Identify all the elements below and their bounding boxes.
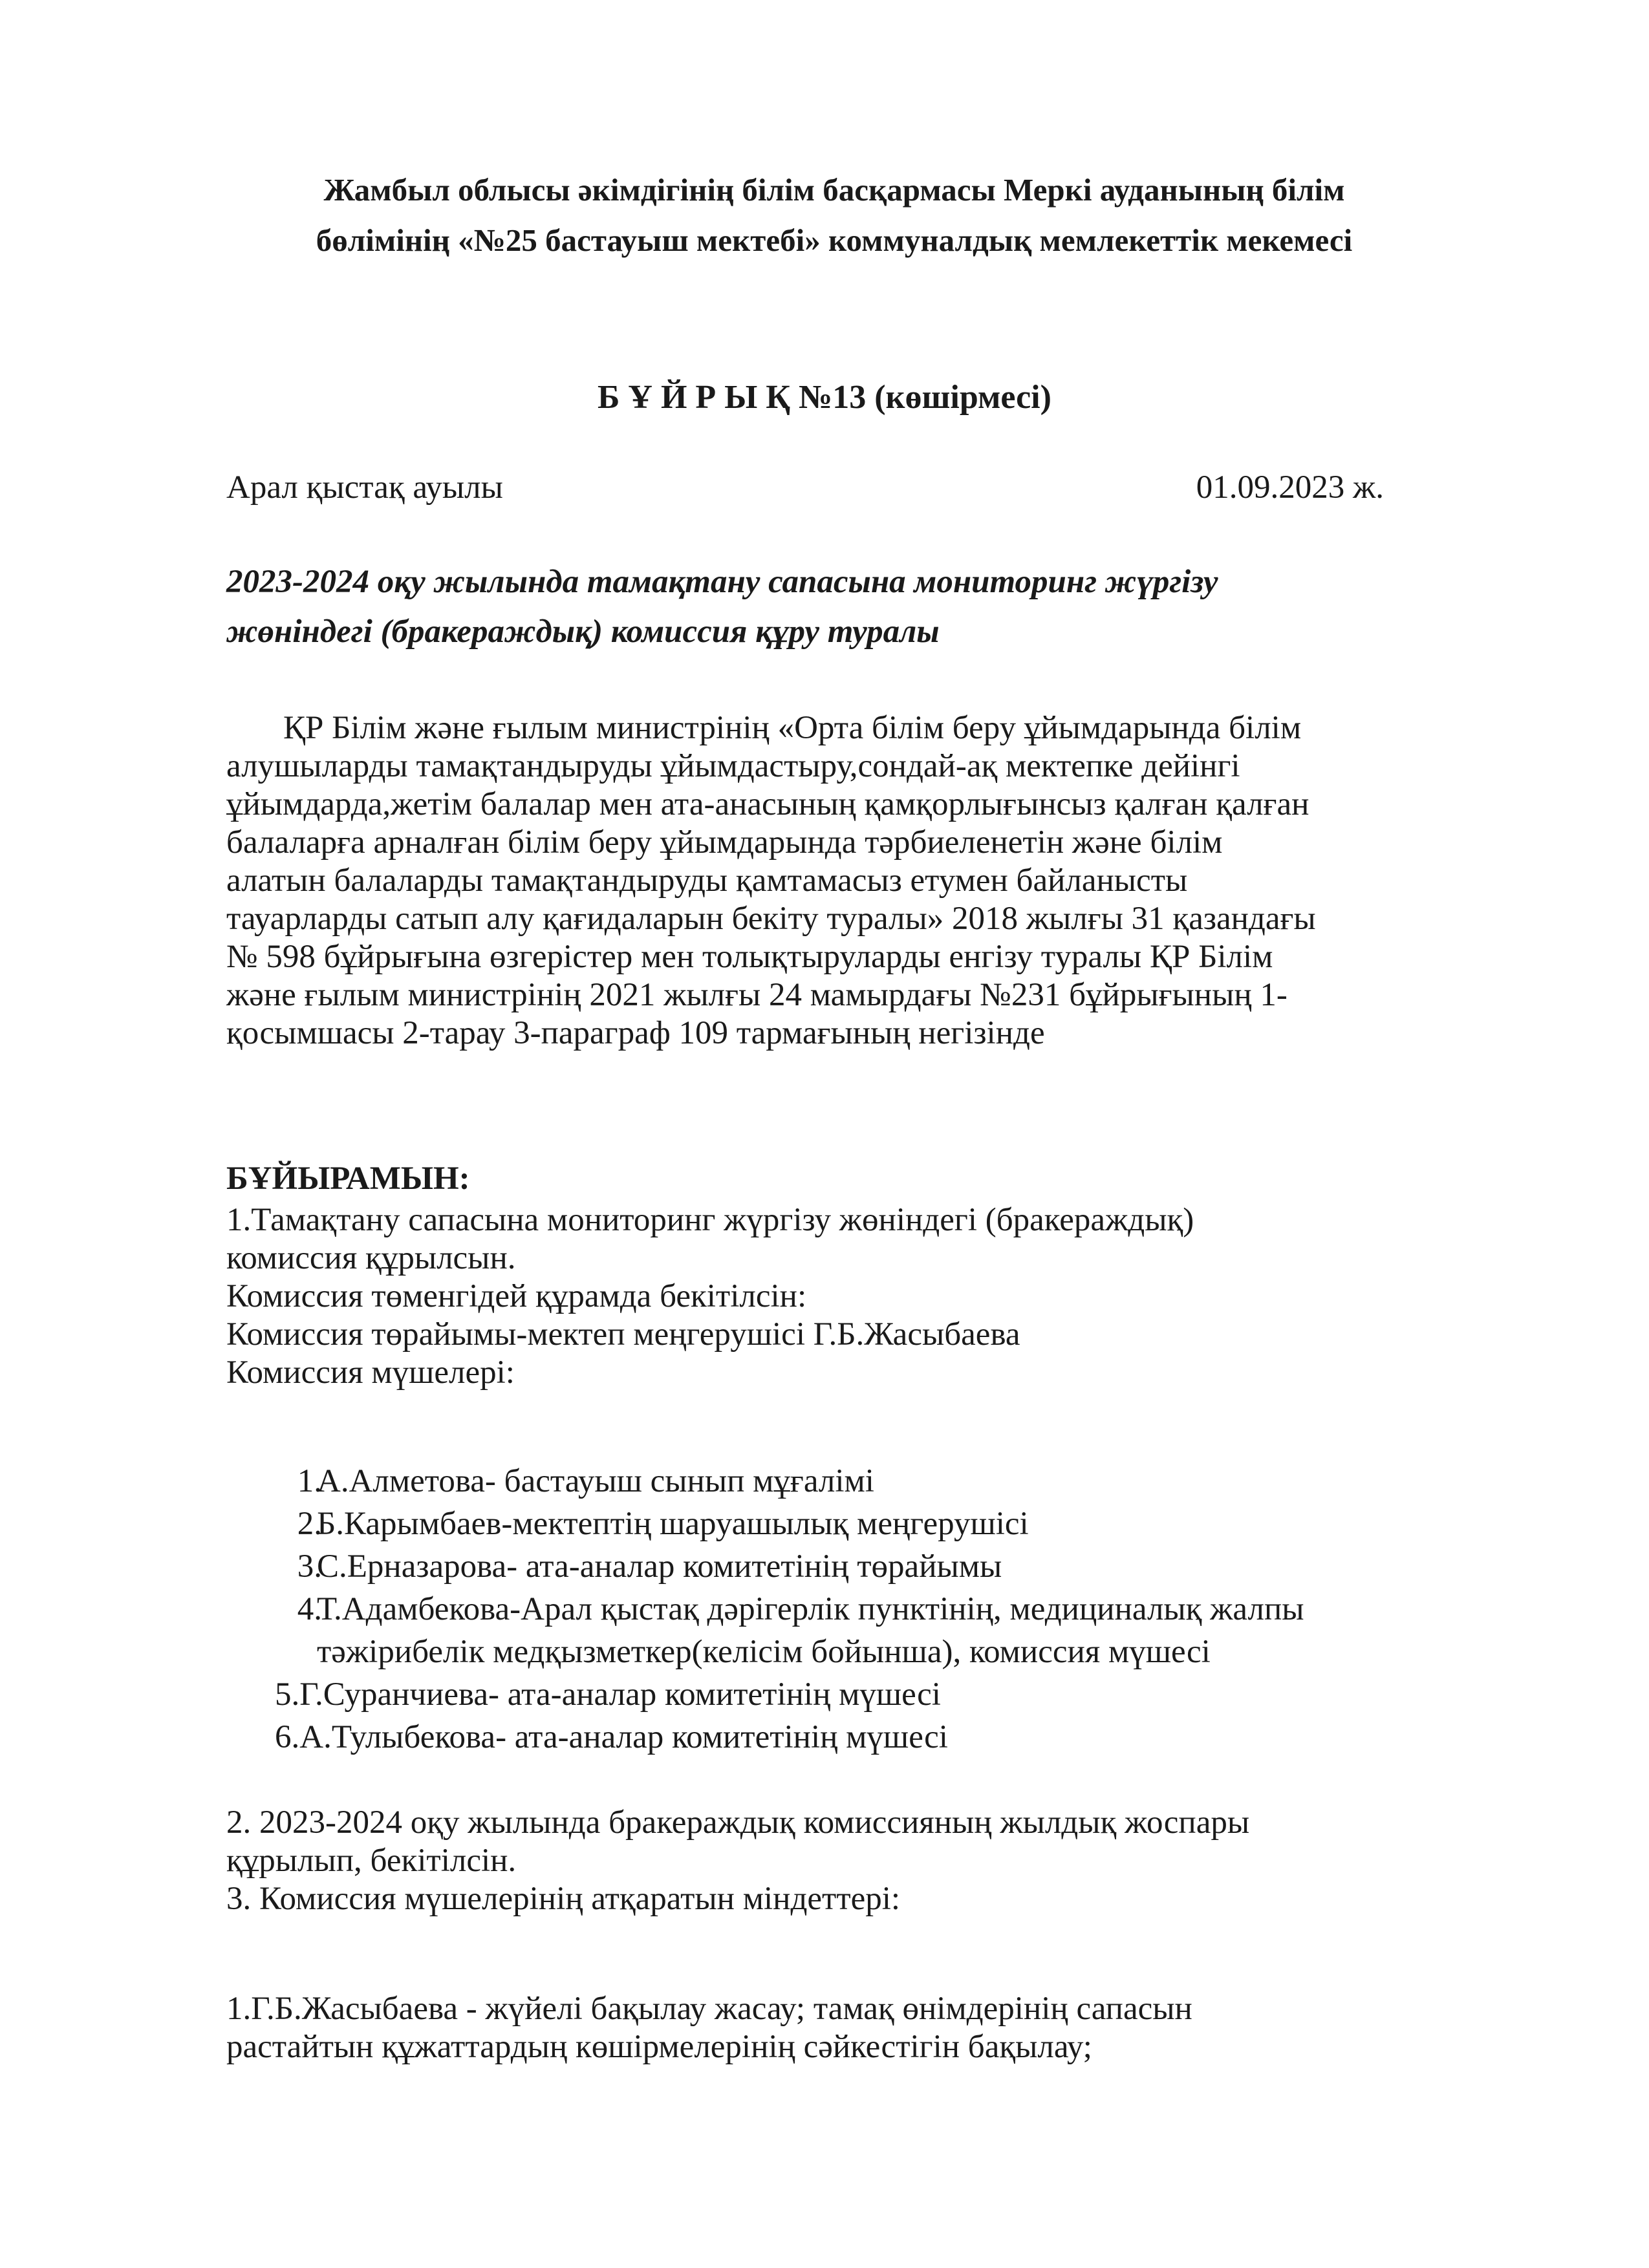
preamble-line: алушыларды тамақтандыруды ұйымдастыру,сондай-ақ мектепке дейінгі [226,748,1240,784]
list-item-text: Б.Карымбаев-мектептің шаруашылық меңгерушісі [317,1506,1029,1542]
directive-heading: БҰЙЫРАМЫН: [226,1161,470,1197]
member-duties [226,1990,1487,2066]
place-name: Арал қыстақ ауылы [226,469,503,506]
preamble-line: алатын балаларды тамақтандыруды қамтамасыз етумен байланысты [226,862,1188,899]
list-item-number: 1. [297,1463,322,1499]
body-line: 2. 2023-2024 оқу жылында бракераждық комиссияның жылдық жоспары [226,1804,1250,1841]
list-item [226,1503,1487,1545]
list-item [226,1545,1487,1588]
body-line: растайтын құжаттардың көшірмелерінің сәйкестігін бақылау; [226,2029,1092,2065]
list-item-text: С.Ерназарова- ата-аналар комитетінің төрайымы [317,1548,1002,1585]
order-subject [226,557,1218,657]
order-body [226,1201,1487,1392]
list-item-text: А.Алметова- бастауыш сынып мұғалімі [317,1463,874,1499]
body-line: 1.Г.Б.Жасыбаева - жүйелі бақылау жасау; тамақ өнімдерінің сапасын [226,1991,1192,2027]
preamble-line: ұйымдарда,жетім балалар мен ата-анасының қамқорлығынсыз қалған қалған [226,786,1310,822]
subject-line-2: жөніндегі (бракераждық) комиссия құру туралы [226,614,940,650]
list-item [226,1673,1487,1716]
order-items [226,1804,1487,1918]
preamble-line: және ғылым министрінің 2021 жылғы 24 мамырдағы №231 бұйрығының 1- [226,977,1288,1013]
body-line: Комиссия мүшелері: [226,1354,515,1391]
list-item-number: 2. [297,1506,322,1542]
body-line: 3. Комиссия мүшелерінің атқаратын міндеттері: [226,1881,901,1917]
body-line: Комиссия төменгідей құрамда бекітілсін: [226,1278,807,1314]
preamble-line: қосымшасы 2-тарау 3-параграф 109 тармағының негізінде [226,1015,1045,1051]
list-item-text: 5.Г.Суранчиева- ата-аналар комитетінің мүшесі [275,1676,941,1713]
body-line: Комиссия төрайымы-мектеп меңгерушісі Г.Б.Жасыбаева [226,1316,1020,1353]
list-item [226,1460,1487,1503]
preamble-line: № 598 бұйрығына өзгерістер мен толықтыруларды енгізу туралы ҚР Білім [226,939,1273,975]
organization-header [194,165,1474,266]
list-item-number: 4. [297,1591,322,1627]
header-line-2: бөлімінің «№25 бастауыш мектебі» коммуналдық мемлекеттік мекемесі [316,222,1353,258]
order-date: 01.09.2023 ж. [1196,469,1384,506]
list-item [226,1716,1487,1759]
list-item-text: тәжірибелік медқызметкер(келісім бойынша), комиссия мүшесі [317,1634,1211,1670]
header-line-1: Жамбыл облысы әкімдігінің білім басқармасы Меркі ауданының білім [323,172,1345,208]
body-line: 1.Тамақтану сапасына мониторинг жүргізу жөніндегі (бракераждық) [226,1202,1194,1238]
list-item [226,1588,1487,1631]
preamble-line: тауарларды сатып алу қағидаларын бекіту туралы» 2018 жылғы 31 қазандағы [226,901,1316,937]
commission-members-list [226,1460,1487,1759]
preamble-paragraph [226,709,1487,1053]
list-item-continuation [226,1631,1487,1673]
list-item-number: 3. [297,1548,322,1585]
order-title: Б Ұ Й Р Ы Қ №13 (көшірмесі) [598,379,1051,416]
subject-line-1: 2023-2024 оқу жылында тамақтану сапасына мониторинг жүргізу [226,564,1218,600]
preamble-line: балаларға арналған білім беру ұйымдарында тәрбиеленетін және білім [226,824,1223,861]
body-line: құрылып, бекітілсін. [226,1843,517,1879]
list-item-text: 6.А.Тулыбекова- ата-аналар комитетінің мүшесі [275,1719,948,1755]
preamble-line: ҚР Білім және ғылым министрінің «Орта білім беру ұйымдарында білім [283,710,1302,746]
list-item-text: Т.Адамбекова-Арал қыстақ дәрігерлік пунктінің, медициналық жалпы [317,1591,1304,1627]
body-line: комиссия құрылсын. [226,1240,516,1276]
